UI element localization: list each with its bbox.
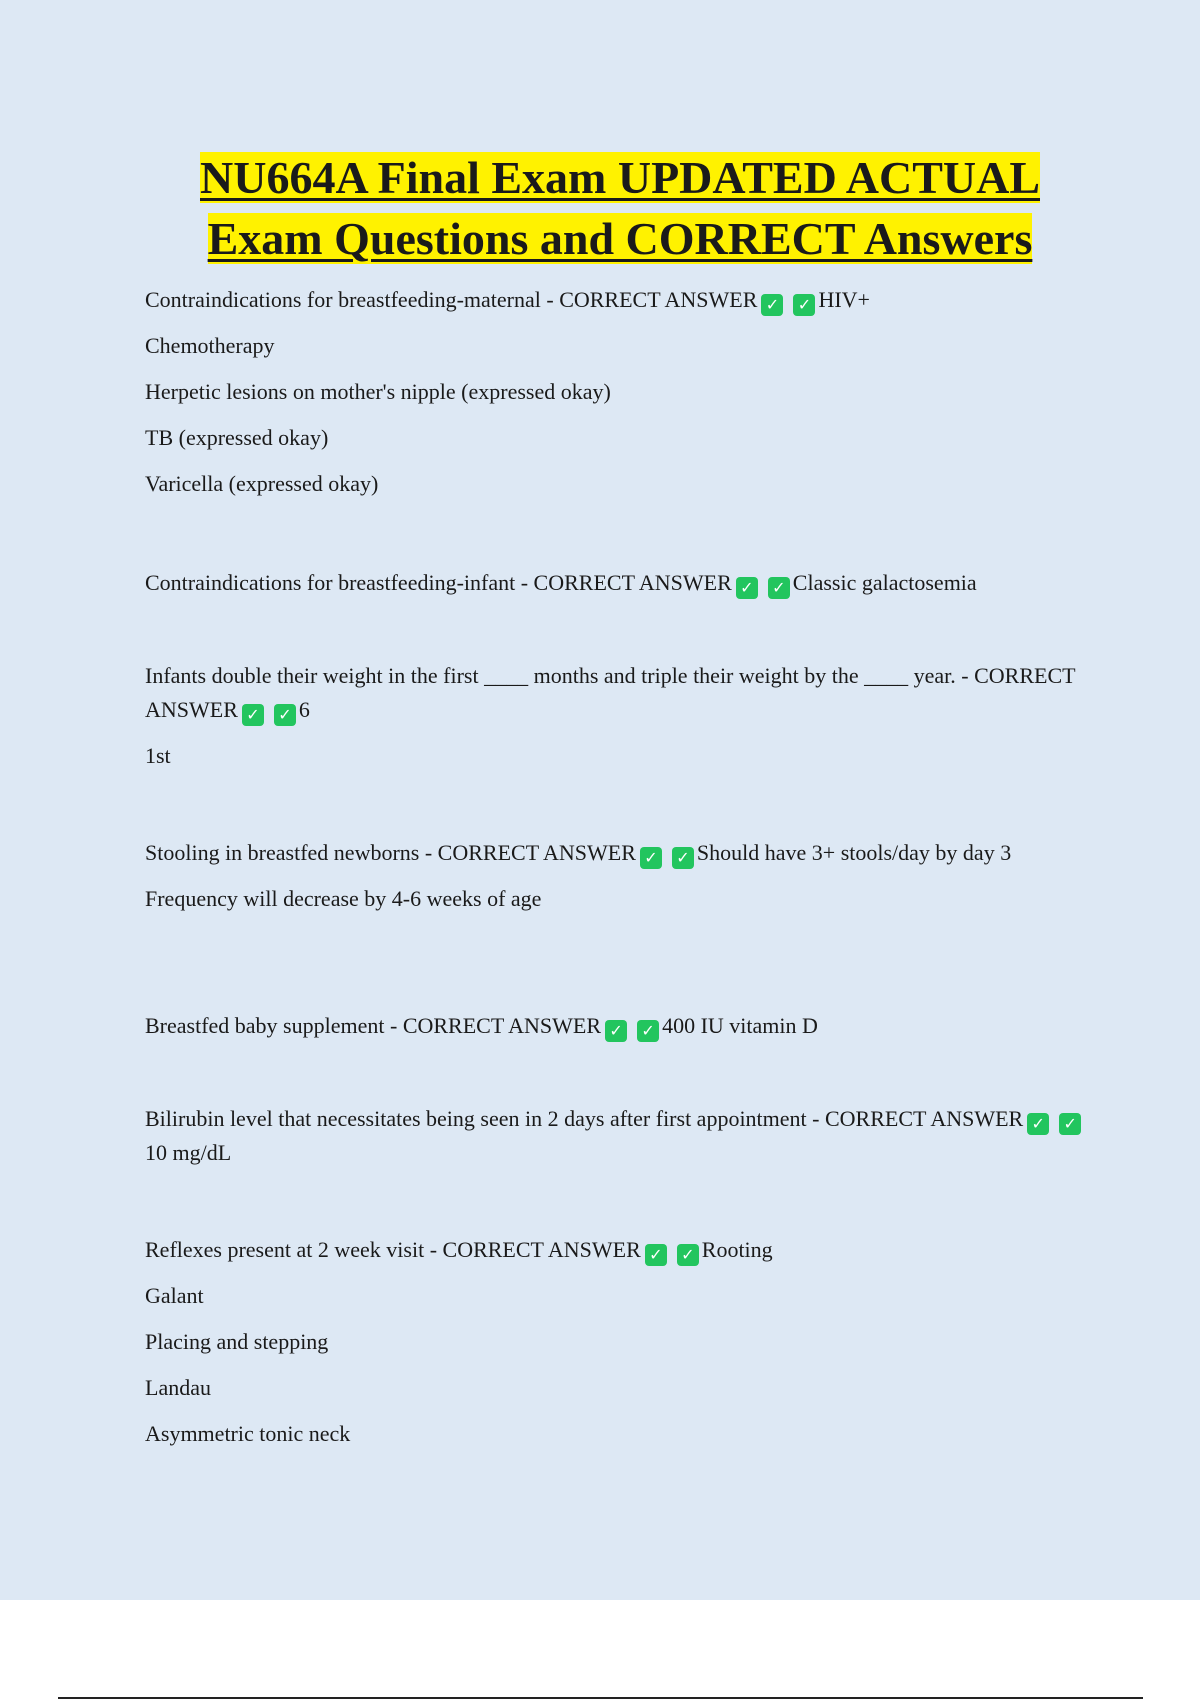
answer-extra-line: Frequency will decrease by 4-6 weeks of age xyxy=(145,886,542,911)
footer-divider xyxy=(58,1697,1143,1699)
check-icon: ✓ xyxy=(768,577,790,599)
answer-marker: CORRECT ANSWER xyxy=(402,1013,602,1038)
check-icon: ✓ xyxy=(645,1244,667,1266)
answer-extra-line: Galant xyxy=(145,1283,204,1308)
answer-marker: CORRECT ANSWER xyxy=(559,287,758,312)
check-icon: ✓ xyxy=(761,294,783,316)
answer-extra-line: Placing and stepping xyxy=(145,1329,329,1354)
check-icon: ✓ xyxy=(793,294,815,316)
qa-item xyxy=(145,283,1095,501)
answer-marker: CORRECT ANSWER xyxy=(145,663,1076,722)
question-text: Contraindications for breastfeeding-infant - xyxy=(145,570,534,595)
check-icon: ✓ xyxy=(1027,1113,1049,1135)
check-icon: ✓ xyxy=(736,577,758,599)
answer-extra-line: Varicella (expressed okay) xyxy=(145,471,379,496)
qa-item xyxy=(145,566,1095,600)
answer-text: 6 xyxy=(298,697,310,722)
question-text: Contraindications for breastfeeding-maternal - xyxy=(145,287,560,312)
answer-text: Classic galactosemia xyxy=(792,570,977,595)
qa-item xyxy=(145,1102,1095,1170)
question-line xyxy=(145,659,1095,727)
question-text: Infants double their weight in the first ____ months and triple their weight by the ____ year. - xyxy=(145,663,975,688)
question-line xyxy=(145,566,1095,600)
answer-extra-line: Chemotherapy xyxy=(145,333,275,358)
question-line xyxy=(145,1102,1095,1170)
question-line xyxy=(145,1233,1095,1267)
check-icon: ✓ xyxy=(274,704,296,726)
question-text: Bilirubin level that necessitates being seen in 2 days after first appointment - xyxy=(145,1106,825,1131)
answer-extra-line: 1st xyxy=(145,743,171,768)
answer-text: Should have 3+ stools/day by day 3 xyxy=(696,840,1012,865)
question-text: Reflexes present at 2 week visit - xyxy=(145,1237,443,1262)
answer-extra-line: Asymmetric tonic neck xyxy=(145,1421,351,1446)
answer-marker: CORRECT ANSWER xyxy=(533,570,732,595)
check-icon: ✓ xyxy=(242,704,264,726)
answer-marker: CORRECT ANSWER xyxy=(437,840,636,865)
answer-text: 10 mg/dL xyxy=(145,1140,232,1165)
qa-item xyxy=(145,1009,1095,1043)
check-icon: ✓ xyxy=(672,847,694,869)
check-icon: ✓ xyxy=(637,1020,659,1042)
check-icon: ✓ xyxy=(677,1244,699,1266)
question-line xyxy=(145,1009,1095,1043)
question-line xyxy=(145,283,1095,317)
question-text: Stooling in breastfed newborns - xyxy=(145,840,438,865)
answer-text: HIV+ xyxy=(818,287,870,312)
check-icon: ✓ xyxy=(640,847,662,869)
check-icon: ✓ xyxy=(1059,1113,1081,1135)
answer-marker: CORRECT ANSWER xyxy=(824,1106,1024,1131)
answer-extra-line: Herpetic lesions on mother's nipple (expressed okay) xyxy=(145,379,611,404)
qa-item xyxy=(145,836,1095,916)
document-title xyxy=(145,147,1095,269)
title-line-2: Exam Questions and CORRECT Answers xyxy=(207,213,1033,264)
answer-marker: CORRECT ANSWER xyxy=(442,1237,641,1262)
answer-text: Rooting xyxy=(701,1237,773,1262)
answer-text: 400 IU vitamin D xyxy=(662,1013,818,1038)
question-line xyxy=(145,836,1095,870)
answer-extra-line: TB (expressed okay) xyxy=(145,425,329,450)
qa-item xyxy=(145,1233,1095,1451)
question-text: Breastfed baby supplement - xyxy=(145,1013,403,1038)
title-line-1: NU664A Final Exam UPDATED ACTUAL xyxy=(200,152,1040,203)
qa-item xyxy=(145,659,1095,773)
answer-extra-line: Landau xyxy=(145,1375,211,1400)
check-icon: ✓ xyxy=(605,1020,627,1042)
